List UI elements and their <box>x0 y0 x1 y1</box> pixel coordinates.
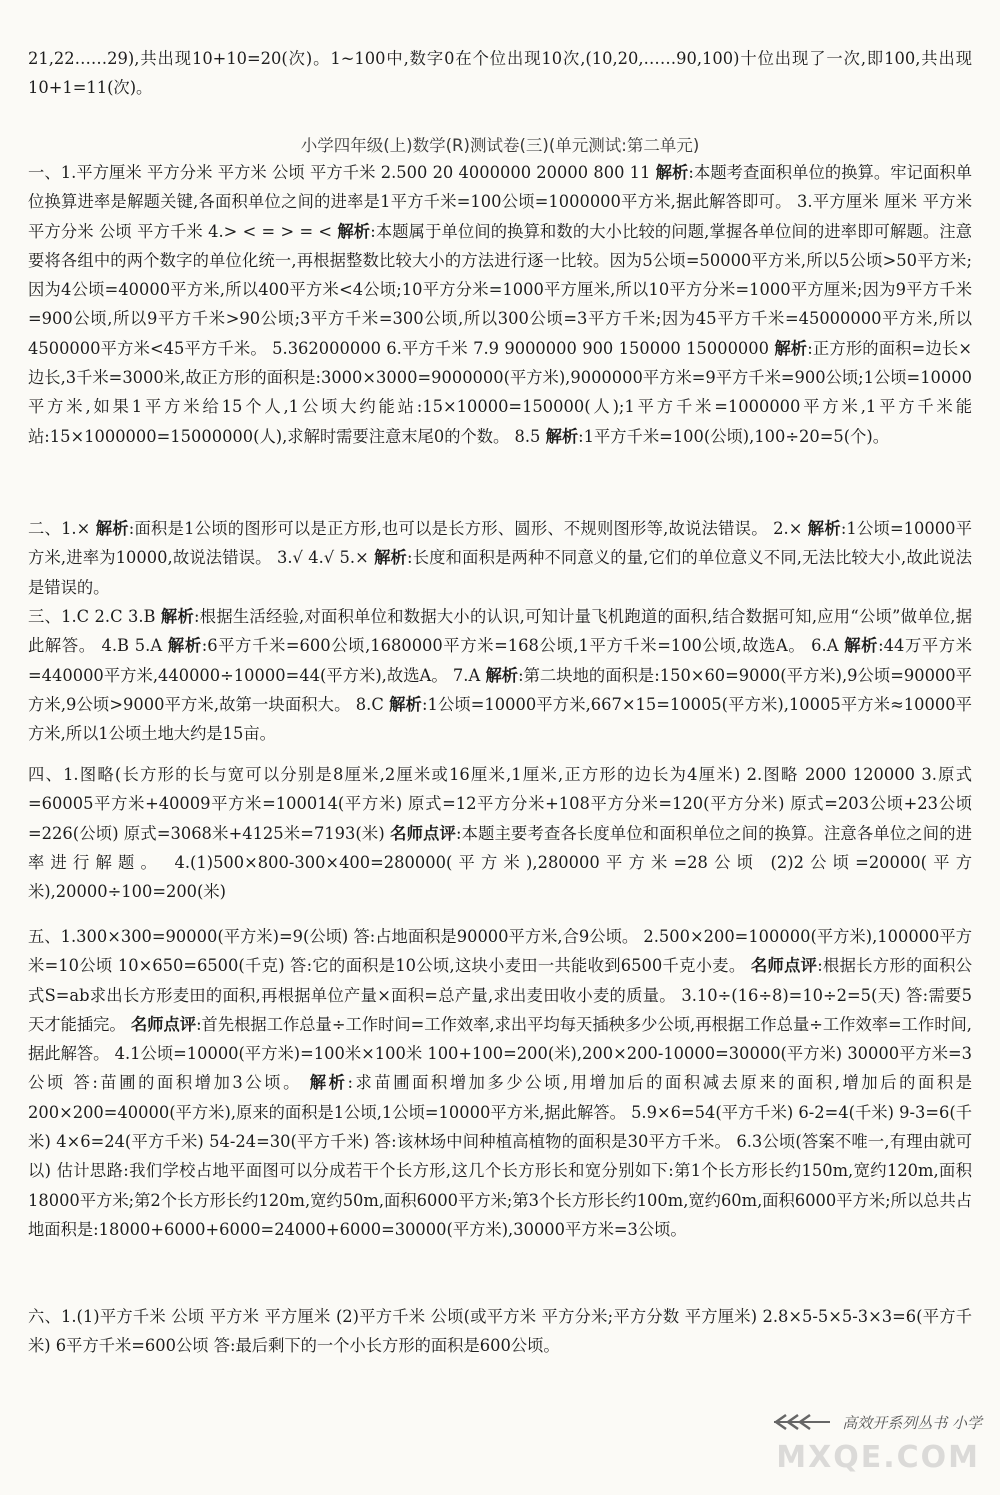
section-5: 五、1.300×300=90000(平方米)=9(公顷) 答:占地面积是90000平方米,合9公顷。 2.500×200=100000(平方米),100000平方米=10公顷 10×650=6500(千克) 答:它的面积是10公顷,这块小麦田一共能收到6500千克小麦。 名师点评:根据长方形的面积公式S=ab求出长方形麦田的面积,再根据单位产量×面积=总产量,求出麦田收小麦的质量。 3.10÷(16÷8)=10÷2=5(天) 答:需要5天才能插完。 名师点评:首先根据工作总量÷工作时间=工作效率,求出平均每天插秧多少公顷,再根据工作总量÷工作效率=工作时间,据此解答。 4.1公顷=10000(平方米)=100米×100米 100+100=200(米),200×200-10000=30000(平方米) 30000平方米=3公顷 答:苗圃的面积增加3公顷。 解析:求苗圃面积增加多少公顷,用增加后的面积减去原来的面积,增加后的面积是200×200=40000(平方米),原来的面积是1公顷,1公顷=10000平方米,据此解答。 5.9×6=54(平方千米) 6-2=4(千米) 9-3=6(千米) 4×6=24(平方千米) 54-24=30(平方千米) 答:该林场中间种植高植物的面积是30平方千米。 6.3公顷(答案不唯一,有理由就可以) 估计思路:我们学校占地平面图可以分成若干个长方形,这几个长方形长和宽分别如下:第1个长方形长约150m,宽约120m,面积18000平方米;第2个长方形长约120m,宽约50m,面积6000平方米;第3个长方形长约100m,宽约60m,面积6000平方米;所以总共占地面积是:18000+6000+6000=24000+6000=30000(平方米),30000平方米=3公顷。 <box>28 927 973 1239</box>
section-4: 四、1.图略(长方形的长与宽可以分别是8厘米,2厘米或16厘米,1厘米,正方形的边长为4厘米) 2.图略 2000 120000 3.原式=60005平方米+40009平方米=100014(平方米) 原式=12平方分米+108平方分米=120(平方分米) 原式=203公顷+23公顷=226(公顷) 原式=3068米+4125米=7193(米) 名师点评:本题主要考查各长度单位和面积单位之间的换算。注意各单位之间的进率进行解题。 4.(1)500×800-300×400=280000(平方米),280000平方米=28公顷 (2)2公顷=20000(平方米),20000÷100=200(米) <box>28 765 972 902</box>
series-name: 高效开系列丛书 小学 <box>842 1413 982 1432</box>
watermark: MXQE.COM <box>776 1440 980 1475</box>
section-1: 一、1.平方厘米 平方分米 平方米 公顷 平方千米 2.500 20 4000000 20000 800 11 解析:本题考查面积单位的换算。牢记面积单位换算进率是解题关键,各面积单位之间的进率是1平方千米=100公顷=1000000平方米,据此解答即可。 3.平方厘米 厘米 平方米 平方分米 公顷 平方千米 4.> < = > = < 解析:本题属于单位间的换算和数的大小比较的问题,掌握各单位间的进率即可解题。注意要将各组中的两个数字的单位化统一,再根据整数比较大小的方法进行逐一比较。因为5公顷=50000平方米,所以5公顷>50平方米;因为4公顷=40000平方米,所以400平方米<4公顷;10平方分米=1000平方厘米,所以10平方分米=1000平方厘米;因为9平方千米=900公顷,所以9平方千米>90公顷;3平方千米=300公顷,所以300公顷=3平方千米;因为45平方千米=45000000平方米,所以4500000平方米<45平方千米。 5.362000000 6.平方千米 7.9 9000000 900 150000 15000000 解析:正方形的面积=边长×边长,3千米=3000米,故正方形的面积是:3000×3000=9000000(平方米),9000000平方米=9平方千米=900公顷;1公顷=10000平方米,如果1平方米给15个人,1公顷大约能站:15×10000=150000(人);1平方千米=1000000平方米,1平方千米能站:15×1000000=15000000(人),求解时需要注意末尾0的个数。 8.5 解析:1平方千米=100(公顷),100÷20=5(个)。 <box>28 163 972 446</box>
section-6: 六、1.(1)平方千米 公顷 平方米 平方厘米 (2)平方千米 公顷(或平方米 平方分米;平方分数 平方厘米) 2.8×5-5×5-3×3=6(平方千米) 6平方千米=600公顷 答:最后剩下的一个小长方形的面积是600公顷。 <box>28 1307 972 1356</box>
section-3: 三、1.C 2.C 3.B 解析:根据生活经验,对面积单位和数据大小的认识,可知计量飞机跑道的面积,结合数据可知,应用“公顷”做单位,据此解答。 4.B 5.A 解析:6平方千米=600公顷,1680000平方米=168公顷,1平方千米=100公顷,故选A。 6.A 解析:44万平方米=440000平方米,440000÷10000=44(平方米),故选A。 7.A 解析:第二块地的面积是:150×60=9000(平方米),9公顷=90000平方米,9公顷>9000平方米,故第一块面积大。 8.C 解析:1公顷=10000平方米,667×15=10005(平方米),10005平方米≈10000平方米,所以1公顷土地大约是15亩。 <box>28 607 972 744</box>
double-arrow-icon <box>772 1412 832 1432</box>
section-2: 二、1.× 解析:面积是1公顷的图形可以是正方形,也可以是长方形、圆形、不规则图形等,故说法错误。 2.× 解析:1公顷=10000平方米,进率为10000,故说法错误。 3.√ 4.√ 5.× 解析:长度和面积是两种不同意义的量,它们的单位意义不同,无法比较大小,故此说法是错误的。 <box>28 519 972 597</box>
page-footer <box>772 1407 982 1437</box>
top-paragraph: 21,22……29),共出现10+10=20(次)。1~100中,数字0在个位出现10次,(10,20,……90,100)十位出现了一次,即100,共出现10+1=11(次)。 <box>28 49 972 98</box>
page-title: 小学四年级(上)数学(R)测试卷(三)(单元测试:第二单元) <box>300 136 700 155</box>
